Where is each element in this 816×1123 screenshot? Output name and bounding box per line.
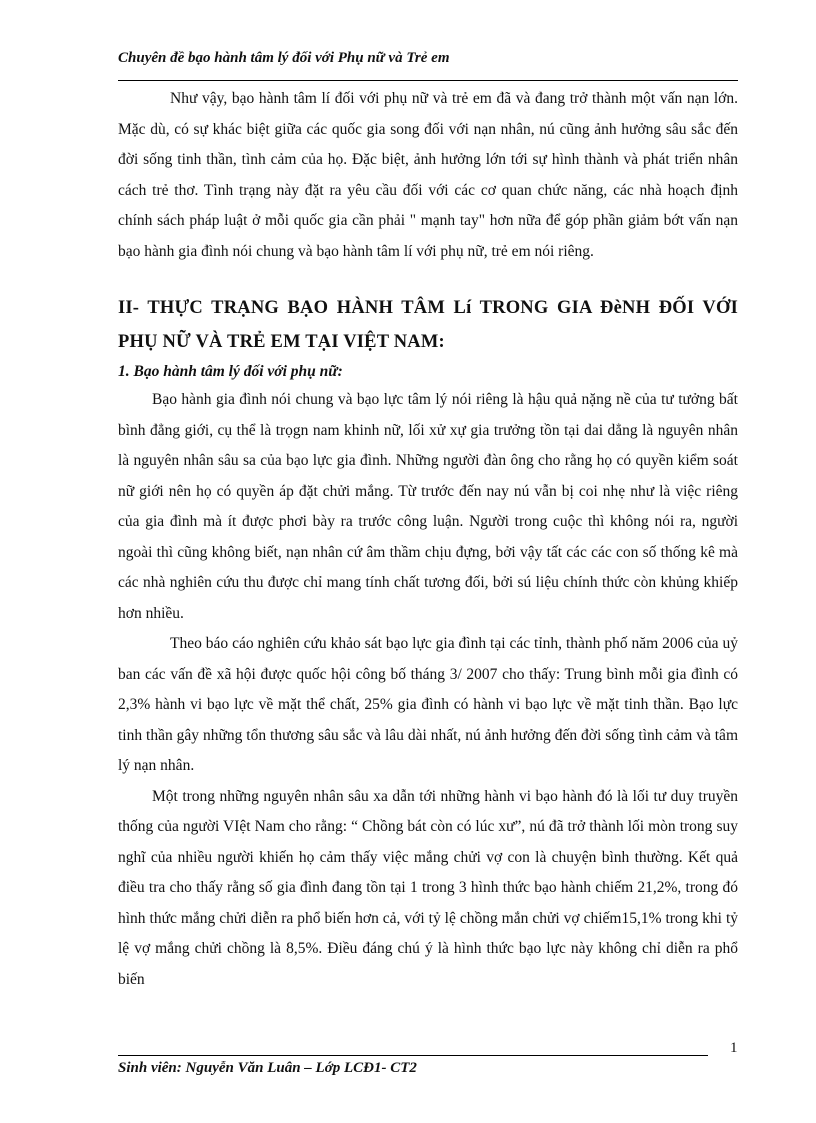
page-number: 1 [730,1040,738,1056]
body-paragraph-1: Bạo hành gia đình nói chung và bạo lực tâm lý nói riêng là hậu quả nặng nề của tư tưởng bất bình đẳng giới, cụ thể là trọgn nam khinh nữ, lối xử xự gia trưởng tồn tại dai dẳng là nguyên nhân là nguyên nhân sâu sa của bạo lực gia đình. Những người đàn ông cho rằng họ có quyền kiểm soát nữ giới nên họ có quyền áp đặt chửi mắng. Từ trước đến nay nú vẫn bị coi nhẹ như là việc riêng của gia đình mà ít được phơi bày ra trước công luận. Người trong cuộc thì không nói ra, người ngoài thì cũng không biết, nạn nhân cứ âm thầm chịu đựng, bởi vậy tất các các con số thống kê mà các nhà nghiên cứu thu được chỉ mang tính chất tương đối, bởi sú liệu chính thức còn khủng khiếp hơn nhiều. [118,391,738,622]
section-heading: II- THỰC TRẠNG BẠO HÀNH TÂM Lí TRONG GIA ĐèNH ĐỐI VỚI PHỤ NỮ VÀ TRẺ EM TẠI VIỆT NAM: [118,298,738,352]
running-footer: Sinh viên: Nguyễn Văn Luân – Lớp LCĐ1- CT2 [118,1060,417,1076]
body-paragraph-2: Theo báo cáo nghiên cứu khảo sát bạo lực gia đình tại các tỉnh, thành phố năm 2006 của uỷ ban các vấn đề xã hội được quốc hội công bố tháng 3/ 2007 cho thấy: Trung bình mỗi gia đình có 2,3% hành vi bạo lực về mặt thể chất, 25% gia đình có hành vi bạo lực về mặt tinh thần. Bạo lực tinh thần gây những tổn thương sâu sắc và lâu dài nhất, nú ảnh hưởng đến đời sống tình cảm và tâm lý nạn nhân. [118,635,738,774]
running-header: Chuyên đề bạo hành tâm lý đối với Phụ nữ và Trẻ em [118,50,450,66]
header-divider [118,80,738,81]
footer-divider [118,1055,708,1056]
body-paragraph-3: Một trong những nguyên nhân sâu xa dẫn tới những hành vi bạo hành đó là lối tư duy truyền thống của người VIệt Nam cho rằng: “ Chồng bát còn có lúc xư”, nú đã trở thành lối mòn trong suy nghĩ của nhiều người khiến họ cảm thấy việc mắng chửi vợ con là chuyện bình thường. Kết quả điều tra cho thấy rằng số gia đình đang tồn tại 1 trong 3 hình thức bạo hành chiếm 21,2%, trong đó hình thức mắng chửi diễn ra phổ biến hơn cả, với tỷ lệ chồng mắn chửi vợ chiếm15,1% trong khi tỷ lệ vợ mắng chửi chồng là 8,5%. Điều đáng chú ý là hình thức bạo lực này không chỉ diễn ra phổ biến [118,787,738,988]
intro-paragraph: Như vậy, bạo hành tâm lí đối với phụ nữ và trẻ em đã và đang trở thành một vấn nạn lớn. Mặc dù, có sự khác biệt giữa các quốc gia song đối với nạn nhân, nú cũng ảnh hưởng sâu sắc đến đời sống tinh thần, tình cảm của họ. Đặc biệt, ảnh hưởng lớn tới sự hình thành và phát triển nhân cách trẻ thơ. Tình trạng này đặt ra yêu cầu đối với các cơ quan chức năng, các nhà hoạch định chính sách pháp luật ở mỗi quốc gia cần phải " mạnh tay" hơn nữa để góp phần giảm bớt vấn nạn bạo hành gia đình nói chung và bạo hành tâm lí với phụ nữ, trẻ em nói riêng. [118,90,738,260]
document-body [118,84,738,995]
subsection-heading: 1. Bạo hành tâm lý đối với phụ nữ: [118,363,343,380]
